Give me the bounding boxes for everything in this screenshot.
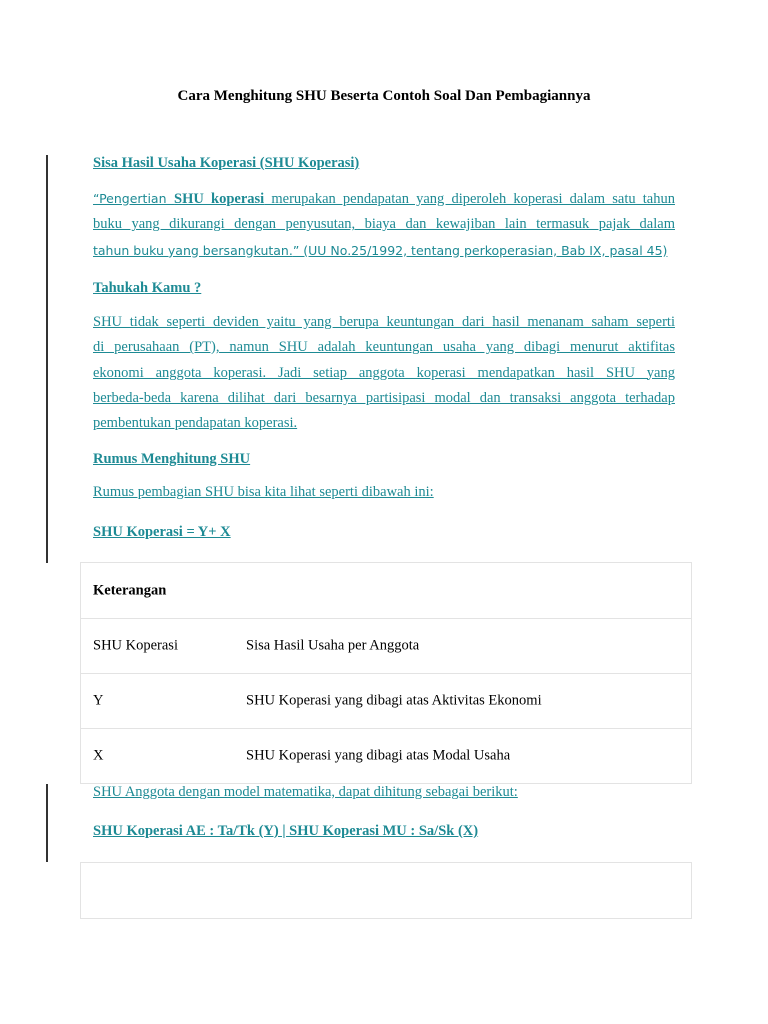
explanation-line: ekonomi anggota koperasi. Jadi setiap anggota koperasi mendapatkan hasil SHU yang xyxy=(93,364,675,381)
explanation-line: SHU tidak seperti deviden yaitu yang berupa keuntungan dari hasil menanam saham seperti xyxy=(93,314,675,330)
formula-shu-anggota[interactable]: SHU Koperasi AE : Ta/Tk (Y) | SHU Koperasi MU : Sa/Sk (X) xyxy=(93,823,479,839)
table-term: SHU Koperasi xyxy=(93,637,178,653)
document-title: Cara Menghitung SHU Beserta Contoh Soal Dan Pembagiannya xyxy=(177,88,591,104)
formula-shu-koperasi[interactable]: SHU Koperasi = Y+ X xyxy=(93,524,231,540)
empty-table-box xyxy=(80,862,692,919)
definition-line: “Pengertian SHU koperasi merupakan pendapatan yang diperoleh koperasi dalam satu tahun xyxy=(93,191,675,207)
table-row xyxy=(81,673,691,729)
rumus-intro-text[interactable]: Rumus pembagian SHU bisa kita lihat seperti dibawah ini: xyxy=(93,484,434,500)
table-term: X xyxy=(93,747,104,763)
table-row xyxy=(81,728,691,783)
definition-line: buku yang dikurangi dengan penyusutan, biaya dan kewajiban lain termasuk pajak dalam xyxy=(93,216,675,233)
section-heading-shu-koperasi[interactable]: Sisa Hasil Usaha Koperasi (SHU Koperasi) xyxy=(93,155,360,171)
section-heading-tahukah-kamu[interactable]: Tahukah Kamu ? xyxy=(93,280,202,296)
change-bar xyxy=(46,784,48,862)
table-header-row xyxy=(81,563,691,619)
explanation-line: pembentukan pendapatan koperasi. xyxy=(93,415,298,432)
table-row xyxy=(81,618,691,674)
change-bar xyxy=(46,155,48,563)
definition-paragraph[interactable] xyxy=(93,186,675,264)
explanation-paragraph[interactable] xyxy=(93,310,675,436)
table-header: Keterangan xyxy=(93,582,167,598)
table-desc: SHU Koperasi yang dibagi atas Aktivitas Ekonomi xyxy=(246,692,542,708)
keterangan-table xyxy=(80,562,692,784)
explanation-line: berbeda-beda karena dilihat dari besarnya partisipasi modal dan transaksi anggota terhadap xyxy=(93,389,675,406)
table-desc: SHU Koperasi yang dibagi atas Modal Usaha xyxy=(246,747,511,763)
table-desc: Sisa Hasil Usaha per Anggota xyxy=(246,637,420,653)
definition-line: tahun buku yang bersangkutan.” (UU No.25/1992, tentang perkoperasian, Bab IX, pasal 45) xyxy=(93,242,668,258)
table-term: Y xyxy=(93,692,104,708)
model-matematika-text[interactable]: SHU Anggota dengan model matematika, dapat dihitung sebagai berikut: xyxy=(93,784,518,800)
explanation-line: di perusahaan (PT), namun SHU adalah keuntungan usaha yang dibagi menurut aktifitas xyxy=(93,339,675,356)
section-heading-rumus[interactable]: Rumus Menghitung SHU xyxy=(93,451,251,467)
